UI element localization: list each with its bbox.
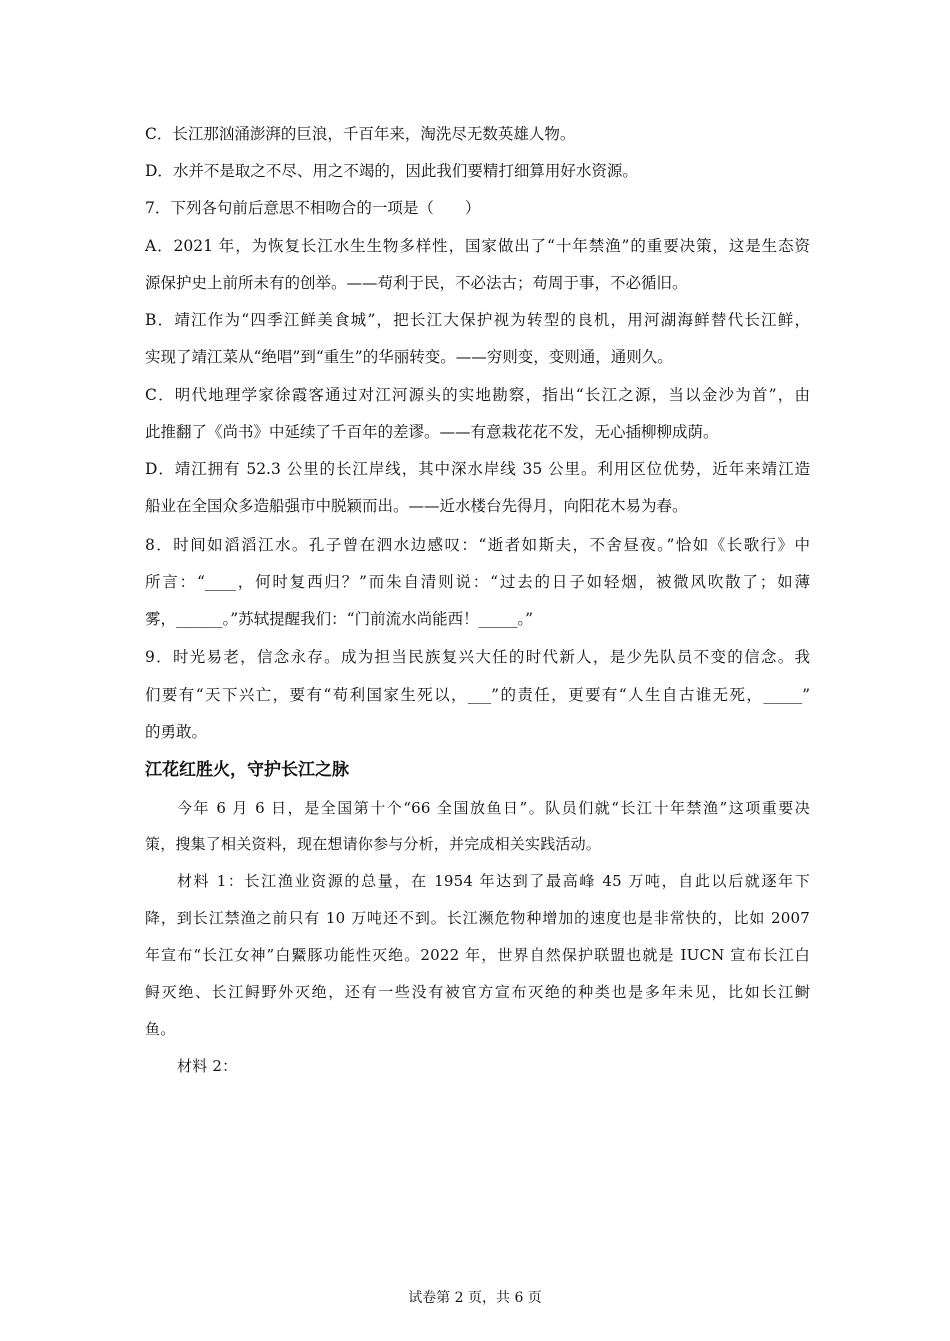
q7-option-b-line1: B．靖江作为“四季江鲜美食城”，把长江大保护视为转型的良机，用河湖海鲜替代长江鲜， [145,311,810,329]
q7-option-c-line1: C．明代地理学家徐霞客通过对江河源头的实地勘察，指出“长江之源，当以金沙为首”，由 [145,386,810,404]
intro-line2: 策，搜集了相关资料，现在想请你参与分析，并完成相关实践活动。 [145,835,602,853]
page-footer: 试卷第 2 页，共 6 页 [408,1290,542,1306]
q7-option-b-line2: 实现了靖江菜从“绝唱”到“重生”的华丽转变。——穷则变，变则通，通则久。 [145,348,673,366]
material1-line3: 年宣布“长江女神”白鱀豚功能性灭绝。2022 年，世界自然保护联盟也就是 IUCN 宣布长江白 [145,946,810,964]
q6-option-c: C．长江那汹涌澎湃的巨浪，千百年来，淘洗尽无数英雄人物。 [145,125,576,143]
q8-line3: 雾，______。”苏轼提醒我们：“门前流水尚能西！_____。” [145,610,534,628]
q8-line2: 所言：“____，何时复西归？”而朱自清则说：“过去的日子如轻烟，被微风吹散了；如薄 [145,573,810,591]
q8-line1: 8．时间如滔滔江水。孔子曾在泗水边感叹：“逝者如斯夫，不舍昼夜。”恰如《长歌行》中 [145,536,810,554]
material1-line2: 降，到长江禁渔之前只有 10 万吨还不到。长江濒危物种增加的速度也是非常快的，比如 2007 [145,909,810,927]
q7-option-d-line1: D．靖江拥有 52.3 公里的长江岸线，其中深水岸线 35 公里。利用区位优势，近年来靖江造 [145,460,810,478]
q7-option-a-line2: 源保护史上前所未有的创举。——苟利于民，不必法古；苟周于事，不必循旧。 [145,274,688,292]
q7-option-a-line1: A．2021 年，为恢复长江水生生物多样性，国家做出了“十年禁渔”的重要决策，这是生态资 [145,237,810,255]
q9-line1: 9．时光易老，信念永存。成为担当民族复兴大任的时代新人，是少先队员不变的信念。我 [145,648,810,666]
material2-label: 材料 2： [177,1057,238,1075]
q9-line2: 们要有“天下兴亡，要有“苟利国家生死以，___”的责任，更要有“人生自古谁无死，_____” [145,686,810,704]
q6-option-d: D．水并不是取之不尽、用之不竭的，因此我们要精打细算用好水资源。 [145,162,638,180]
q7-option-c-line2: 此推翻了《尚书》中延续了千百年的差谬。——有意栽花花不发，无心插柳柳成荫。 [145,423,719,441]
section-title: 江花红胜火，守护长江之脉 [145,760,349,780]
material1-line1: 材料 1：长江渔业资源的总量，在 1954 年达到了最高峰 45 万吨，自此以后就逐年下 [177,872,810,890]
material1-line5: 鱼。 [145,1020,176,1038]
intro-line1: 今年 6 月 6 日，是全国第十个“66 全国放鱼日”。队员们就“长江十年禁渔”这项重要决 [177,799,810,817]
q7-stem: 7．下列各句前后意思不相吻合的一项是（ ） [145,199,481,217]
material1-line4: 鲟灭绝、长江鲟野外灭绝，还有一些没有被官方宣布灭绝的种类也是多年未见，比如长江鲥 [145,983,810,1001]
q9-line3: 的勇敢。 [145,723,208,741]
q7-option-d-line2: 船业在全国众多造船强市中脱颖而出。——近水楼台先得月，向阳花木易为春。 [145,497,688,515]
